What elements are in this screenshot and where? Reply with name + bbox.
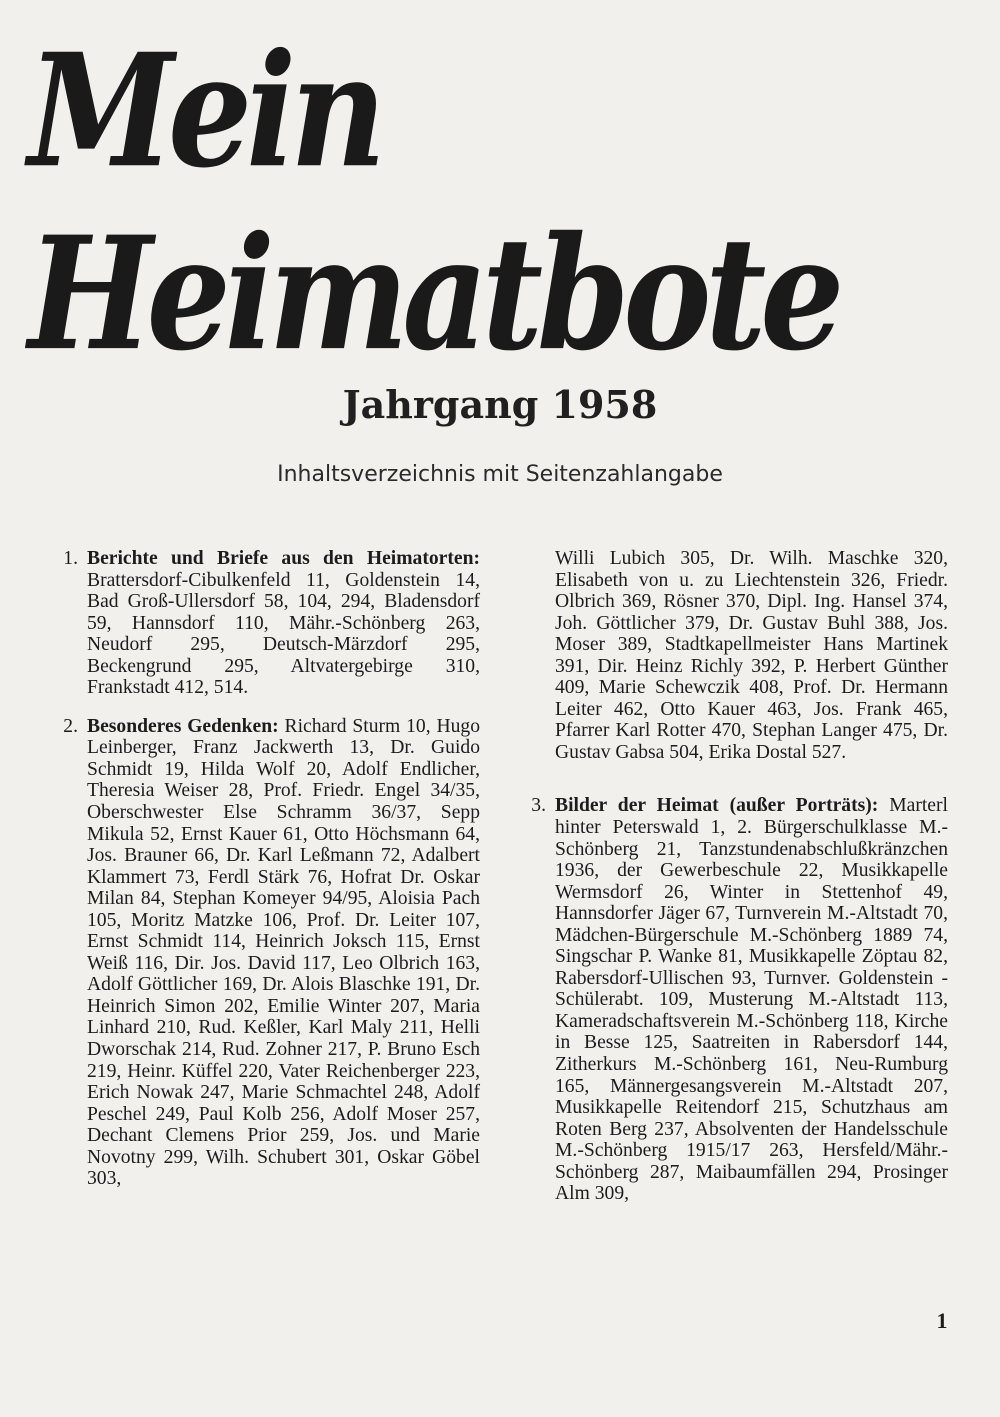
- entry-body: Brattersdorf-Cibulkenfeld 11, Goldenstein 14, Bad Groß-Ullersdorf 58, 104, 294, Bladensdorf 59, Hannsdorf 110, Mähr.-Schönberg 263, Neudorf 295, Deutsch-Märzdorf 295, Beckengrund 295, Altvatergebirge 310, Frankstadt 412, 514.: [87, 569, 480, 699]
- entry-body: Marterl hinter Peterswald 1, 2. Bürgerschulklasse M.-Schönberg 21, Tanzstundenabschlußkränzchen 1936, der Gewerbeschule 22, Musikkapelle Wermsdorf 26, Winter in Stettenhof 49, Hannsdorfer Jäger 67, Turnverein M.-Altstadt 70, Mädchen-Bürgerschule M.-Schönberg 1889 74, Singschar P. Wanke 81, Musikkapelle Zöptau 82, Rabersdorf-Ullischen 93, Turnver. Goldenstein - Schülerabt. 109, Musterung M.-Altstadt 113, Kameradschaftsverein M.-Schönberg 118, Kirche in Besse 125, Saatreiten in Rabersdorf 144, Zitherkurs M.-Schönberg 161, Neu-Rumburg 165, Männergesangsverein M.-Altstadt 207, Musikkapelle Reitendorf 215, Schutzhaus am Roten Berg 237, Absolventen der Handelsschule M.-Schönberg 1915/17 263, Hersfeld/Mähr.-Schönberg 287, Maibaumfällen 294, Prosinger Alm 309,: [555, 795, 948, 1205]
- entry-number: 3.: [531, 795, 546, 817]
- toc-entry-1: [48, 548, 480, 699]
- toc-entry-2-continuation: Willi Lubich 305, Dr. Wilh. Maschke 320, Elisabeth von u. zu Liechtenstein 326, Friedr. Olbrich 369, Rösner 370, Dipl. Ing. Hansel 374, Joh. Göttlicher 379, Dr. Gustav Buhl 388, Jos. Moser 389, Stadtkapellmeister Hans Martinek 391, Dir. Heinz Richly 392, P. Herbert Günther 409, Marie Schewczik 408, Prof. Dr. Hermann Leiter 462, Otto Kauer 463, Jos. Frank 465, Pfarrer Karl Rotter 470, Stephan Langer 475, Dr. Gustav Gabsa 504, Erika Dostal 527.: [555, 548, 948, 763]
- entry-body: Richard Sturm 10, Hugo Leinberger, Franz Jackwerth 13, Dr. Guido Schmidt 19, Hilda Wolf 20, Adolf Endlicher, Theresia Weiser 28, Prof. Friedr. Engel 34/35, Oberschwester Else Schramm 36/37, Sepp Mikula 52, Ernst Kauer 61, Otto Höchsmann 64, Jos. Brauner 66, Dr. Karl Leßmann 72, Adalbert Klammert 73, Ferdl Stärk 76, Hofrat Dr. Oskar Milan 84, Stephan Komeyer 94/95, Aloisia Pach 105, Moritz Matzke 106, Prof. Dr. Leiter 107, Ernst Schmidt 114, Heinrich Joksch 115, Ernst Weiß 116, Dir. Jos. David 117, Leo Olbrich 163, Adolf Göttlicher 169, Dr. Alois Blaschke 191, Dr. Heinrich Simon 202, Emilie Winter 207, Maria Linhard 210, Rud. Keßler, Karl Maly 211, Helli Dworschak 214, Rud. Zohner 217, P. Bruno Esch 219, Heinr. Küffel 220, Vater Reichenberger 223, Erich Nowak 247, Marie Schmachtel 248, Adolf Peschel 249, Paul Kolb 256, Adolf Moser 257, Dechant Clemens Prior 259, Jos. und Marie Novotny 299, Wilh. Schubert 301, Oskar Göbel 303,: [87, 715, 481, 1190]
- page-title: Jahrgang 1958: [342, 382, 658, 427]
- toc-entry-3: [516, 795, 948, 1204]
- right-column: [516, 548, 948, 1222]
- entry-number: 1.: [63, 548, 78, 569]
- page-number: 1: [936, 1308, 948, 1333]
- entry-heading: Bilder der Heimat (außer Porträts):: [555, 795, 879, 817]
- toc-entry-2: [48, 716, 480, 1190]
- page-subtitle: Inhaltsverzeichnis mit Seitenzahlangabe: [277, 462, 723, 487]
- entry-heading: Berichte und Briefe aus den Heimatorten:: [87, 548, 480, 569]
- masthead-title: Mein Heimatbote: [28, 20, 839, 386]
- masthead: [28, 20, 978, 386]
- left-column: [48, 548, 480, 1207]
- entry-number: 2.: [63, 715, 78, 737]
- entry-heading: Besonderes Gedenken:: [87, 715, 279, 737]
